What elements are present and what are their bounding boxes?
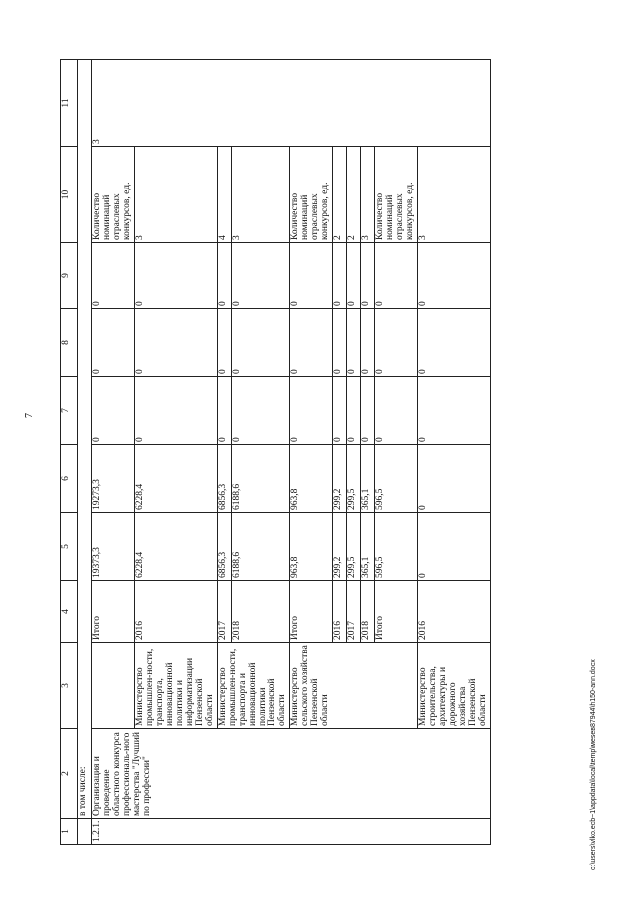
col-head: 11: [61, 60, 78, 147]
cell: 0: [231, 377, 290, 445]
cell: 0: [375, 243, 418, 309]
cell: 596,5: [375, 445, 418, 513]
col-head: 4: [61, 581, 78, 643]
cell: 963,8: [290, 513, 333, 581]
cell: 0: [418, 309, 491, 377]
item-number: 1.2.1.: [92, 819, 491, 845]
cell: 0: [333, 243, 347, 309]
cell: 0: [290, 243, 333, 309]
cell: 0: [347, 309, 361, 377]
cell: 299,2: [333, 513, 347, 581]
cell: 0: [217, 309, 231, 377]
cell: 0: [92, 243, 135, 309]
intro-row: [78, 60, 92, 845]
cell: 0: [418, 513, 491, 581]
cell: 0: [92, 309, 135, 377]
cell: 2: [333, 147, 347, 243]
cell: 0: [217, 243, 231, 309]
cell: 3: [231, 147, 290, 243]
page-number: 7: [24, 413, 35, 418]
indicator-name: Количество номинаций отраслевых конкурсов, ед.: [375, 147, 418, 243]
cell: 2017: [347, 581, 361, 643]
cell: 0: [418, 243, 491, 309]
table-row: [290, 60, 333, 845]
col-head: 10: [61, 147, 78, 243]
cell: 0: [418, 445, 491, 513]
cell: 0: [361, 309, 375, 377]
table-row: [134, 60, 217, 845]
col-head: 7: [61, 377, 78, 445]
ministry-name: Министерство строительства, архитектуры и дорожного хозяйства Пензенской области: [418, 643, 491, 729]
cell: 6856,3: [217, 445, 231, 513]
cell: 0: [333, 309, 347, 377]
cell: 0: [361, 377, 375, 445]
cell: 2016: [134, 581, 217, 643]
table-row: [217, 60, 231, 845]
cell: 0: [290, 377, 333, 445]
col-head: 6: [61, 445, 78, 513]
cell: 6188,6: [231, 445, 290, 513]
cell: 2017: [217, 581, 231, 643]
cell: 19373,3: [92, 513, 135, 581]
cell: 0: [217, 377, 231, 445]
cell: 0: [418, 377, 491, 445]
cell: 299,5: [347, 445, 361, 513]
cell: 3: [134, 147, 217, 243]
cell: 0: [333, 377, 347, 445]
indicator-name: Количество номинаций отраслевых конкурсов, ед.: [290, 147, 333, 243]
cell: 6856,3: [217, 513, 231, 581]
cell: 4: [217, 147, 231, 243]
program-table: [60, 59, 491, 845]
rotated-table-container: [60, 60, 590, 845]
col-head: 5: [61, 513, 78, 581]
cell: 0: [290, 309, 333, 377]
cell: 0: [375, 309, 418, 377]
cell: 0: [347, 377, 361, 445]
cell: 6188,6: [231, 513, 290, 581]
intro-text: в том числе:: [78, 60, 92, 819]
col-head: 8: [61, 309, 78, 377]
ministry-name: Министерство промышлен-ности, транспорта и инновационной политики Пензенской области: [217, 643, 290, 729]
cell: 299,5: [347, 513, 361, 581]
indicator-name: Количество номинаций отраслевых конкурсов, ед.: [92, 147, 135, 243]
col-head: 9: [61, 243, 78, 309]
cell: Итого: [375, 581, 418, 643]
cell: 6228,4: [134, 445, 217, 513]
cell: 0: [134, 243, 217, 309]
cell: 2016: [418, 581, 491, 643]
table-row: [92, 60, 135, 845]
cell: 2018: [361, 581, 375, 643]
cell: 6228,4: [134, 513, 217, 581]
cell: 0: [92, 377, 135, 445]
ministry-name: Министерство сельского хозяйства Пензенской области: [290, 643, 418, 729]
cell: 299,2: [333, 445, 347, 513]
col-head: 2: [61, 729, 78, 819]
cell: 0: [231, 243, 290, 309]
cell: 2: [347, 147, 361, 243]
cell: Итого: [290, 581, 333, 643]
cell: 0: [375, 377, 418, 445]
col-head: 1: [61, 819, 78, 845]
cell: 19273,3: [92, 445, 135, 513]
file-path-footer: c:\users\vlko.ecb~1\appdata\local\temp\мeseв87944\h150-ann.docx: [590, 659, 597, 870]
indicator-total-value: 3: [92, 60, 491, 147]
cell: 2016: [333, 581, 347, 643]
item-name: Организация и проведение областного конкурса профессиональ-ного мастерства "Лучший по профессии": [92, 729, 491, 819]
cell: 0: [134, 377, 217, 445]
cell: Итого: [92, 581, 135, 643]
cell: 0: [361, 243, 375, 309]
cell: 365,1: [361, 513, 375, 581]
cell: 0: [231, 309, 290, 377]
cell: 3: [361, 147, 375, 243]
cell: 365,1: [361, 445, 375, 513]
col-head: 3: [61, 643, 78, 729]
cell: 3: [418, 147, 491, 243]
cell: 0: [347, 243, 361, 309]
cell: 596,5: [375, 513, 418, 581]
cell: 963,8: [290, 445, 333, 513]
ministry-name: Министерство промышлен-ности, транспорта, инновационной политики и информатизации Пензенской области: [134, 643, 217, 729]
table-row: [418, 60, 491, 845]
cell: 2018: [231, 581, 290, 643]
cell: 0: [134, 309, 217, 377]
column-number-row: [61, 60, 78, 845]
